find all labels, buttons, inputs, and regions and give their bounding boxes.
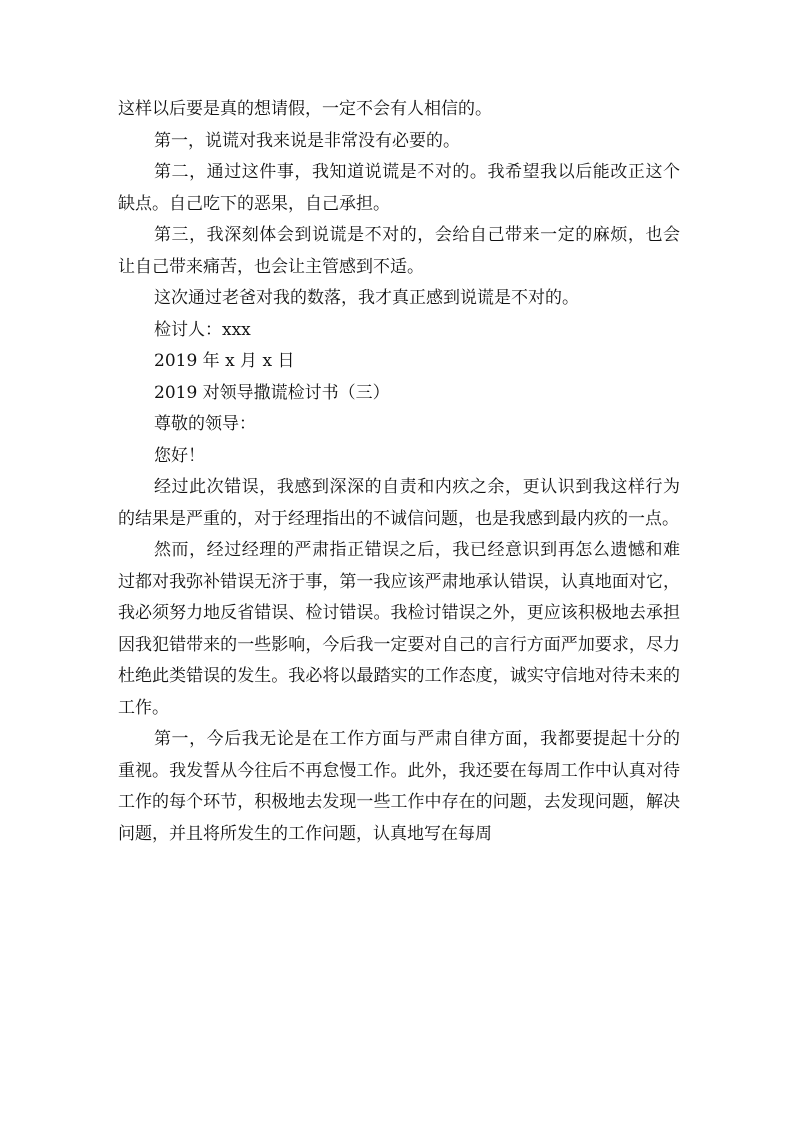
paragraph-body-one: 经过此次错误，我感到深深的自责和内疚之余，更认识到我这样行为的结果是严重的，对于经理指出的不诚信问题，也是我感到最内疚的一点。 (118, 477, 680, 529)
signature-line: 检讨人：xxx (154, 319, 251, 340)
salutation: 尊敬的领导： (154, 414, 256, 434)
section-title: 2019 对领导撒谎检讨书（三） (154, 382, 390, 403)
paragraph-point-one: 第一，说谎对我来说是非常没有必要的。 (154, 130, 460, 151)
paragraph-conclusion: 这次通过老爸对我的数落，我才真正感到说谎是不对的。 (154, 288, 579, 308)
paragraph-continuation: 这样以后要是真的想请假，一定不会有人相信的。 (118, 99, 492, 119)
greeting: 您好！ (154, 445, 205, 466)
date-line: 2019 年 x 月 x 日 (154, 351, 295, 371)
paragraph-body-two: 然而，经过经理的严肃指正错误之后，我已经意识到再怎么遗憾和难过都对我弥补错误无济于事，第一我应该严肃地承认错误，认真地面对它，我必须努力地反省错误、检讨错误。我检讨错误之外，更应该积极地去承担因我犯错带来的一些影响，今后我一定要对自己的言行方面严加要求，尽力杜绝此类错误的发生。我必将以最踏实的工作态度，诚实守信地对待未来的工作。 (118, 540, 680, 718)
paragraph-point-three: 第三，我深刻体会到说谎是不对的，会给自己带来一定的麻烦，也会让自己带来痛苦，也会让主管感到不适。 (118, 225, 680, 277)
paragraph-body-three: 第一，今后我无论是在工作方面与严肃自律方面，我都要提起十分的重视。我发誓从今往后不再怠慢工作。此外，我还要在每周工作中认真对待工作的每个环节，积极地去发现一些工作中存在的问题，去发现问题，解决问题，并且将所发生的工作问题，认真地写在每周 (118, 729, 680, 844)
document-page (118, 94, 680, 850)
paragraph-point-two: 第二，通过这件事，我知道说谎是不对的。我希望我以后能改正这个缺点。自己吃下的恶果，自己承担。 (118, 162, 680, 214)
